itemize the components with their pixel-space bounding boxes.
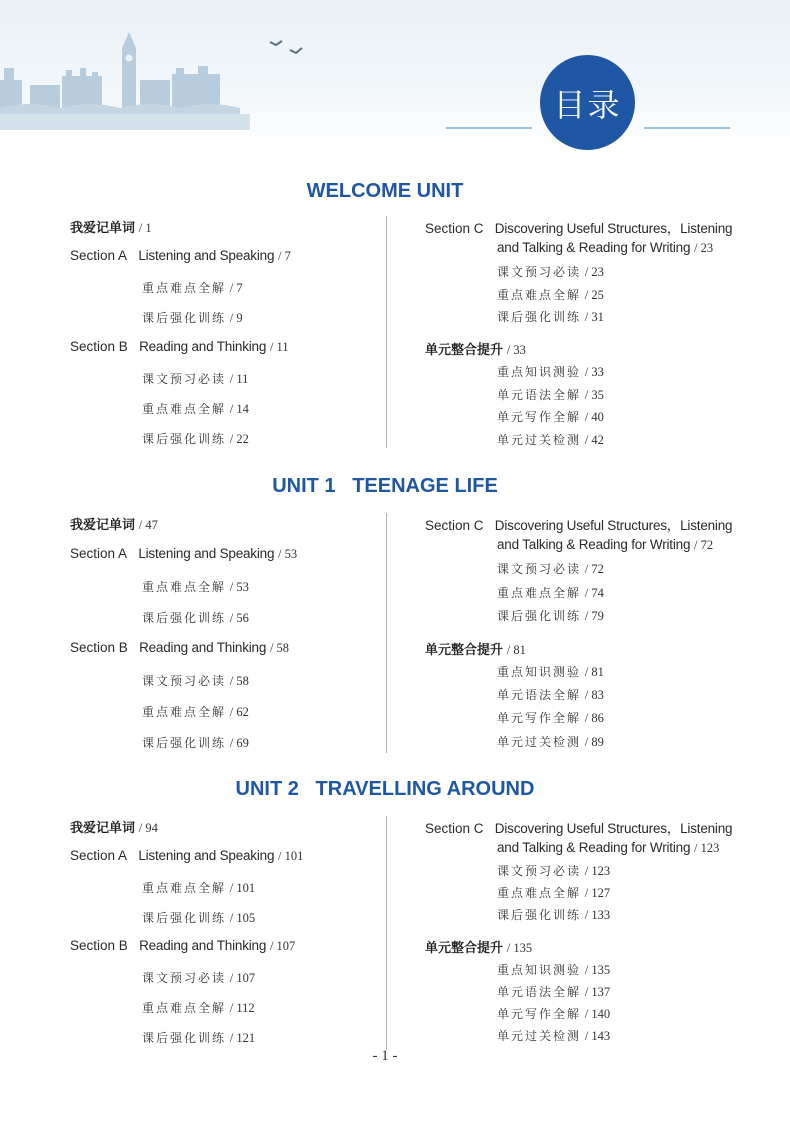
entry-label: 我爱记单词: [70, 821, 136, 836]
entry-label: 重点难点全解: [142, 281, 227, 295]
entry-label: 课文预习必读: [142, 674, 227, 688]
header-rule-left: [446, 127, 532, 129]
page-number: / 47: [138, 518, 158, 532]
unit-title-unit-1: UNIT 1 TEENAGE LIFE: [272, 475, 498, 497]
entry-label: 单元语法全解: [497, 985, 582, 999]
toc-subentry[interactable]: [142, 734, 249, 751]
page-number: / 86: [584, 711, 604, 725]
entry-label: 课后强化训练: [142, 736, 227, 750]
page-number: / 31: [584, 310, 604, 324]
section-label: Section C: [425, 518, 484, 533]
entry-label: 单元整合提升: [425, 941, 504, 956]
toc-subentry[interactable]: [142, 309, 243, 326]
toc-entry-section-c-cont[interactable]: [497, 840, 719, 856]
page-number: / 105: [229, 911, 256, 925]
page-number: / 135: [506, 941, 533, 955]
entry-label: 课文预习必读: [142, 971, 227, 985]
page-number: / 72: [584, 562, 604, 576]
toc-subentry[interactable]: [142, 909, 255, 926]
section-label: Section C: [425, 221, 484, 236]
section-title: Listening and Speaking: [138, 848, 275, 863]
page-number: / 11: [229, 372, 249, 386]
toc-subentry[interactable]: [142, 400, 249, 417]
section-title: Listening and Speaking: [138, 248, 275, 263]
page-number: / 94: [138, 821, 158, 835]
unit-title-unit-2: UNIT 2 TRAVELLING AROUND: [235, 778, 535, 800]
toc-entry-review[interactable]: [425, 937, 532, 956]
toc-subentry[interactable]: [142, 1029, 255, 1046]
section-title-line2: and Talking & Reading for Writing: [497, 537, 691, 552]
column-divider: [386, 513, 387, 753]
entry-label: 课后强化训练: [497, 310, 582, 324]
section-title-line2: and Talking & Reading for Writing: [497, 240, 691, 255]
section-title: Reading and Thinking: [139, 938, 267, 953]
entry-label: 课后强化训练: [497, 908, 582, 922]
toc-subentry[interactable]: [497, 263, 604, 280]
page-number: / 42: [584, 433, 604, 447]
header-rule-right: [644, 127, 730, 129]
page-number: / 101: [278, 849, 304, 863]
entry-label: 重点难点全解: [497, 586, 582, 600]
toc-subentry[interactable]: [497, 431, 604, 448]
toc-subentry[interactable]: [497, 983, 610, 1000]
toc-subentry[interactable]: [497, 862, 610, 879]
entry-label: 课后强化训练: [142, 1031, 227, 1045]
entry-label: 重点难点全解: [142, 580, 227, 594]
entry-label: 单元写作全解: [497, 410, 582, 424]
section-title-line2: and Talking & Reading for Writing: [497, 840, 691, 855]
page-number: / 123: [584, 864, 611, 878]
page-number: / 58: [269, 641, 290, 655]
toc-subentry[interactable]: [142, 279, 243, 296]
page-number: / 14: [229, 402, 249, 416]
entry-label: 我爱记单词: [70, 221, 136, 236]
page-number: / 101: [229, 881, 256, 895]
toc-subentry[interactable]: [497, 308, 604, 325]
toc-subentry[interactable]: [142, 672, 249, 689]
toc-entry-section-b[interactable]: [70, 339, 289, 355]
toc-subentry[interactable]: [497, 686, 604, 703]
toc-entry-review[interactable]: [425, 639, 526, 658]
page-number: / 7: [229, 281, 243, 295]
page-number: / 143: [584, 1029, 611, 1043]
entry-label: 课文预习必读: [497, 864, 582, 878]
toc-entry-section-b[interactable]: [70, 938, 295, 954]
toc-subentry[interactable]: [497, 1005, 610, 1022]
toc-subentry[interactable]: [142, 370, 248, 387]
entry-label: 单元语法全解: [497, 688, 582, 702]
toc-subentry[interactable]: [142, 430, 249, 447]
entry-label: 课后强化训练: [142, 432, 227, 446]
page-number: / 72: [694, 538, 714, 552]
page-number: / 40: [584, 410, 604, 424]
section-label: Section A: [70, 848, 128, 863]
page-number: / 107: [269, 939, 296, 953]
toc-subentry[interactable]: [497, 663, 604, 680]
column-divider: [386, 216, 387, 448]
header-banner: [0, 0, 790, 150]
page-number: / 62: [229, 705, 249, 719]
page-number: / 23: [584, 265, 604, 279]
entry-label: 单元整合提升: [425, 343, 504, 358]
page-number: / 112: [229, 1001, 255, 1015]
toc-entry-vocab[interactable]: [70, 514, 158, 533]
entry-label: 重点知识测验: [497, 665, 582, 679]
page-number: / 79: [584, 609, 604, 623]
toc-subentry[interactable]: [497, 884, 610, 901]
toc-entry-review[interactable]: [425, 339, 526, 358]
toc-entry-section-b[interactable]: [70, 640, 289, 656]
page-number: / 127: [584, 886, 611, 900]
page-number: / 22: [229, 432, 249, 446]
toc-entry-section-c[interactable]: [425, 514, 732, 534]
page-number: / 23: [694, 241, 714, 255]
column-divider: [386, 816, 387, 1050]
page-number: / 83: [584, 688, 604, 702]
entry-label: 课后强化训练: [142, 311, 227, 325]
section-label: Section C: [425, 821, 484, 836]
toc-entry-section-c-cont[interactable]: [497, 537, 713, 553]
toc-subentry[interactable]: [142, 879, 255, 896]
toc-entry-section-c[interactable]: [425, 817, 732, 837]
page-number: / 56: [229, 611, 249, 625]
entry-label: 重点难点全解: [497, 886, 582, 900]
page-number: / 1: [138, 221, 152, 235]
page-number: / 33: [584, 365, 604, 379]
page-number: / 33: [506, 343, 526, 357]
london-skyline-illustration: [0, 30, 250, 130]
section-title: Reading and Thinking: [139, 640, 267, 655]
section-title-line1: Discovering Useful Structures，Listening: [494, 518, 733, 533]
entry-label: 课后强化训练: [142, 911, 227, 925]
entry-label: 重点难点全解: [497, 288, 582, 302]
entry-label: 单元整合提升: [425, 643, 504, 658]
unit-title-welcome: WELCOME UNIT: [306, 180, 464, 202]
section-label: Section B: [70, 938, 128, 953]
toc-subentry[interactable]: [497, 386, 604, 403]
section-title: Listening and Speaking: [138, 546, 275, 561]
section-label: Section A: [70, 546, 128, 561]
toc-subentry[interactable]: [497, 906, 610, 923]
section-title-line1: Discovering Useful Structures，Listening: [494, 821, 733, 836]
page-number: / 35: [584, 388, 604, 402]
page-number: / 58: [229, 674, 249, 688]
page-number: / 121: [229, 1031, 256, 1045]
page-number: / 25: [584, 288, 604, 302]
page-number: / 69: [229, 736, 249, 750]
entry-label: 课文预习必读: [497, 265, 582, 279]
entry-label: 重点难点全解: [142, 881, 227, 895]
toc-subentry[interactable]: [497, 560, 604, 577]
page-number: / 74: [584, 586, 604, 600]
toc-subentry[interactable]: [142, 609, 249, 626]
toc-subentry[interactable]: [497, 961, 610, 978]
section-label: Section A: [70, 248, 128, 263]
page-number: / 133: [584, 908, 611, 922]
toc-subentry[interactable]: [497, 363, 604, 380]
entry-label: 重点难点全解: [142, 1001, 227, 1015]
toc-subentry[interactable]: [497, 286, 604, 303]
toc-subentry[interactable]: [497, 607, 604, 624]
section-title: Reading and Thinking: [139, 339, 267, 354]
page-number: / 11: [269, 340, 289, 354]
page-number: / 53: [278, 547, 298, 561]
toc-subentry[interactable]: [497, 1027, 610, 1044]
entry-label: 单元过关检测: [497, 433, 582, 447]
toc-entry-section-c[interactable]: [425, 217, 732, 237]
page-number: / 7: [278, 249, 291, 263]
entry-label: 单元语法全解: [497, 388, 582, 402]
page-number: / 135: [584, 963, 611, 977]
entry-label: 重点难点全解: [142, 402, 227, 416]
page-number: / 81: [506, 643, 526, 657]
toc-entry-vocab[interactable]: [70, 817, 158, 836]
toc-subentry[interactable]: [142, 969, 255, 986]
section-label: Section B: [70, 339, 128, 354]
section-label: Section B: [70, 640, 128, 655]
entry-label: 我爱记单词: [70, 518, 136, 533]
entry-label: 单元写作全解: [497, 711, 582, 725]
entry-label: 单元过关检测: [497, 735, 582, 749]
entry-label: 单元过关检测: [497, 1029, 582, 1043]
toc-entry-vocab[interactable]: [70, 217, 152, 236]
page-number: / 123: [694, 841, 720, 855]
page-number: / 107: [229, 971, 256, 985]
entry-label: 重点知识测验: [497, 365, 582, 379]
contents-badge: 目录: [540, 55, 635, 150]
entry-label: 课后强化训练: [497, 609, 582, 623]
toc-entry-section-a[interactable]: [70, 546, 297, 562]
toc-subentry[interactable]: [142, 578, 249, 595]
toc-subentry[interactable]: [497, 584, 604, 601]
entry-label: 课文预习必读: [142, 372, 227, 386]
page-number: / 89: [584, 735, 604, 749]
toc-entry-section-a[interactable]: [70, 248, 291, 264]
page-number: / 53: [229, 580, 249, 594]
toc-subentry[interactable]: [497, 709, 604, 726]
toc-subentry[interactable]: [142, 703, 249, 720]
birds-illustration: [268, 36, 308, 58]
section-title-line1: Discovering Useful Structures，Listening: [494, 221, 733, 236]
entry-label: 重点知识测验: [497, 963, 582, 977]
page-number: / 9: [229, 311, 243, 325]
entry-label: 单元写作全解: [497, 1007, 582, 1021]
page-number: / 140: [584, 1007, 611, 1021]
toc-entry-section-a[interactable]: [70, 848, 303, 864]
toc-subentry[interactable]: [497, 408, 604, 425]
entry-label: 重点难点全解: [142, 705, 227, 719]
entry-label: 课后强化训练: [142, 611, 227, 625]
entry-label: 课文预习必读: [497, 562, 582, 576]
toc-subentry[interactable]: [497, 733, 604, 750]
toc-subentry[interactable]: [142, 999, 255, 1016]
page-footer-number: - 1 -: [372, 1048, 398, 1064]
page-number: / 81: [584, 665, 604, 679]
page-number: / 137: [584, 985, 611, 999]
toc-entry-section-c-cont[interactable]: [497, 240, 713, 256]
